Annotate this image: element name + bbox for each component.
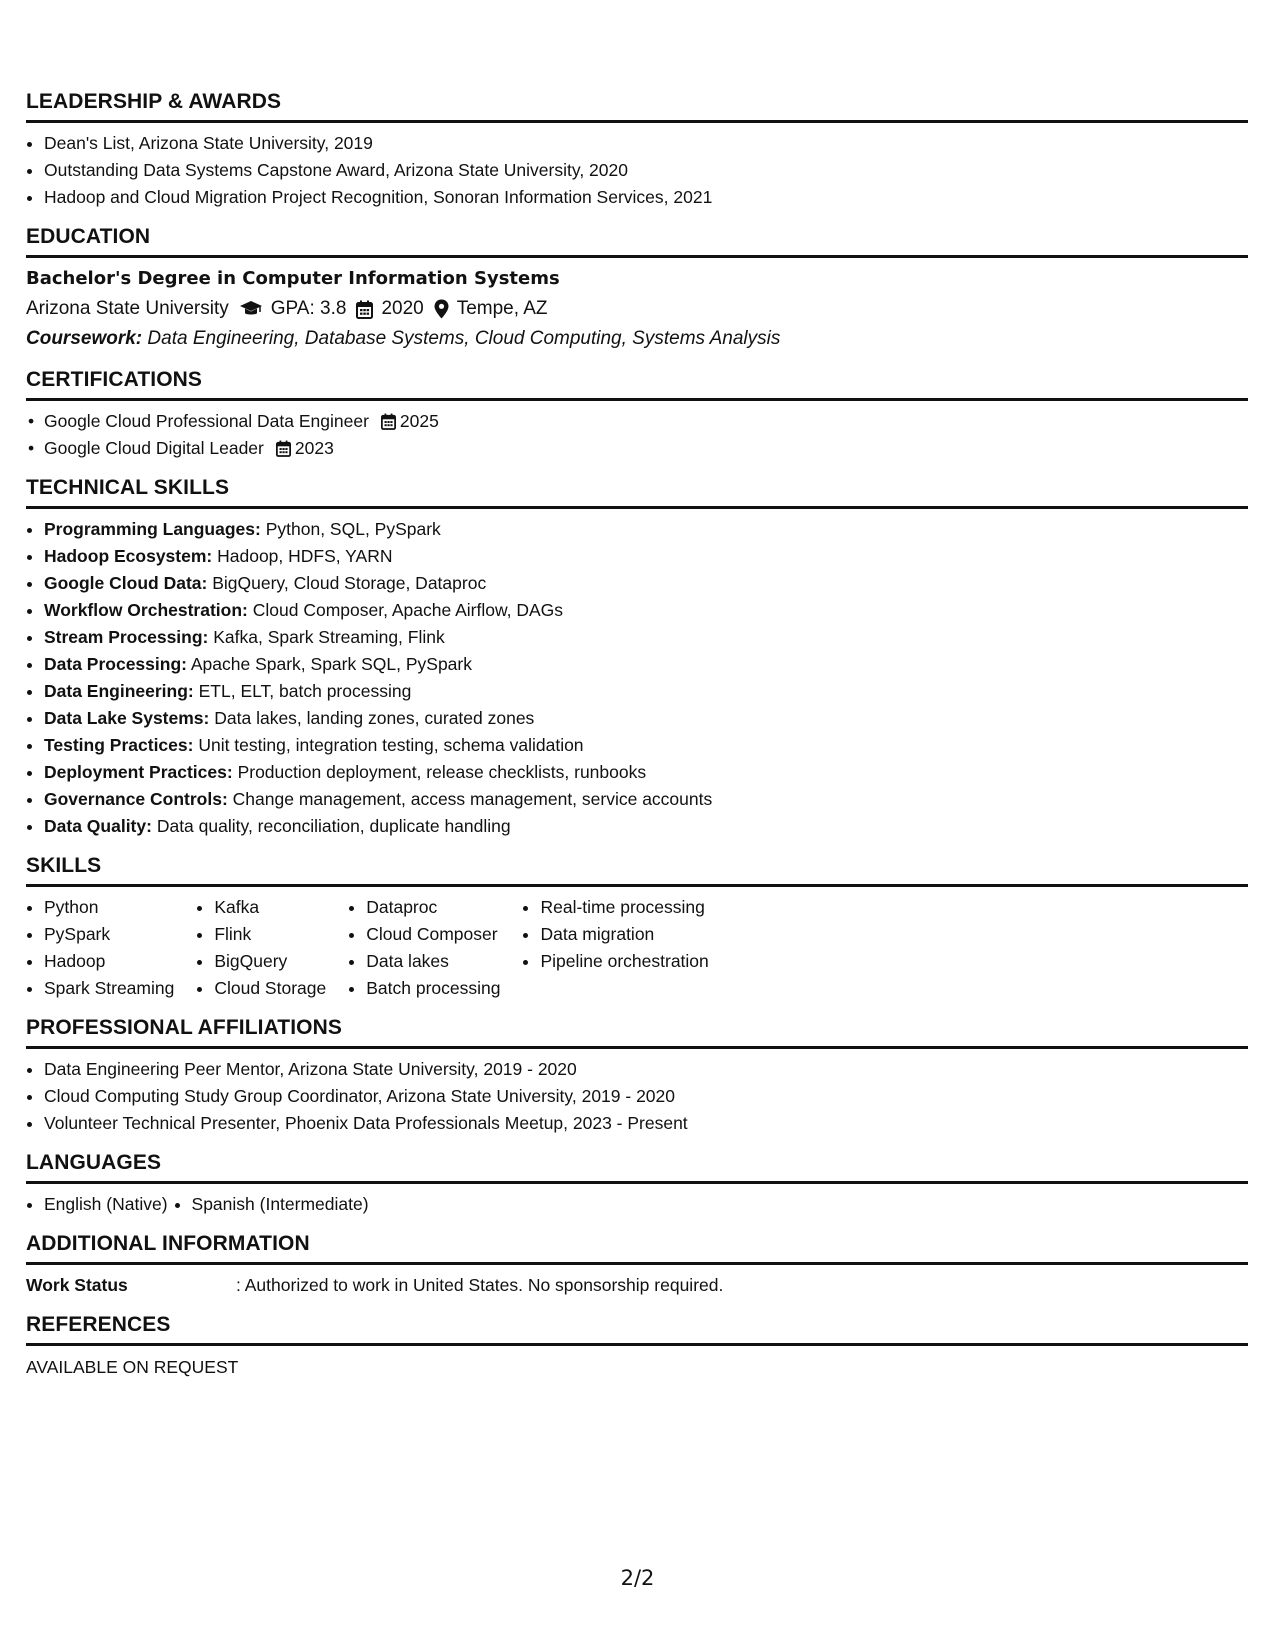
skill-label: Testing Practices:: [44, 735, 194, 755]
calendar-icon: [356, 300, 373, 319]
list-item: • Outstanding Data Systems Capstone Award, Arizona State University, 2020: [44, 157, 1248, 184]
list-item: [44, 435, 1248, 462]
technical-skills-list: [26, 516, 1248, 840]
skill-value: Change management, access management, service accounts: [232, 789, 713, 809]
list-item: • Data Engineering Peer Mentor, Arizona State University, 2019 - 2020: [44, 1056, 1248, 1083]
skill-label: Deployment Practices:: [44, 762, 233, 782]
section-title-languages: LANGUAGES: [26, 1149, 1248, 1184]
affiliations-section: [26, 1014, 1248, 1137]
section-title-technical-skills: TECHNICAL SKILLS: [26, 474, 1248, 509]
school-name: Arizona State University: [26, 298, 229, 319]
graduation-cap-icon: [239, 300, 263, 318]
list-item: [44, 786, 1248, 813]
list-item: • Python: [44, 894, 174, 921]
resume-page: [26, 88, 1248, 1393]
list-item: • Cloud Composer: [366, 921, 500, 948]
skills-grid: [26, 894, 1248, 1002]
certifications-list: [26, 408, 1248, 462]
skill-label: Data Engineering:: [44, 681, 194, 701]
skill-value: Data lakes, landing zones, curated zones: [214, 708, 535, 728]
map-pin-icon: [434, 299, 449, 319]
skills-section: [26, 852, 1248, 1002]
list-item: [44, 678, 1248, 705]
list-item: [44, 705, 1248, 732]
list-item: • Kafka: [214, 894, 326, 921]
list-item: [44, 597, 1248, 624]
skill-label: Stream Processing:: [44, 627, 209, 647]
languages-list: [26, 1191, 1248, 1218]
list-item: • Cloud Computing Study Group Coordinator, Arizona State University, 2019 - 2020: [44, 1083, 1248, 1110]
skill-label: Data Lake Systems:: [44, 708, 210, 728]
skills-column: [348, 894, 500, 1002]
list-item: [44, 408, 1248, 435]
list-item: • Dean's List, Arizona State University, 2019: [44, 130, 1248, 157]
section-title-references: REFERENCES: [26, 1311, 1248, 1346]
section-title-certifications: CERTIFICATIONS: [26, 366, 1248, 401]
list-item: [44, 732, 1248, 759]
section-title-education: EDUCATION: [26, 223, 1248, 258]
gpa: GPA: 3.8: [270, 298, 347, 319]
list-item: [44, 570, 1248, 597]
work-status-label: Work Status: [26, 1275, 128, 1295]
list-item: • BigQuery: [214, 948, 326, 975]
work-status-row: [26, 1272, 1248, 1299]
list-item: • Batch processing: [366, 975, 500, 1002]
list-item: [44, 516, 1248, 543]
skill-value: Python, SQL, PySpark: [265, 519, 441, 539]
education-section: [26, 223, 1248, 354]
skill-value: Apache Spark, Spark SQL, PySpark: [190, 654, 472, 674]
list-item: • Spanish (Intermediate): [192, 1191, 369, 1218]
list-item: • Data migration: [540, 921, 708, 948]
section-title-additional-info: ADDITIONAL INFORMATION: [26, 1230, 1248, 1265]
list-item: • English (Native): [44, 1191, 168, 1218]
page-number: 2/2: [620, 1566, 655, 1590]
list-item: • Cloud Storage: [214, 975, 326, 1002]
list-item: [44, 813, 1248, 840]
skill-label: Google Cloud Data:: [44, 573, 208, 593]
list-item: • Hadoop and Cloud Migration Project Recognition, Sonoran Information Services, 2021: [44, 184, 1248, 211]
skills-column: [196, 894, 326, 1002]
additional-info-section: [26, 1230, 1248, 1299]
list-item: • PySpark: [44, 921, 174, 948]
certification-name: • Google Cloud Professional Data Engineer: [44, 411, 369, 431]
section-title-leadership: LEADERSHIP & AWARDS: [26, 88, 1248, 123]
skill-value: Data quality, reconciliation, duplicate handling: [156, 816, 511, 836]
skill-value: ETL, ELT, batch processing: [198, 681, 412, 701]
list-item: [44, 759, 1248, 786]
graduation-year: 2020: [381, 298, 424, 319]
skill-value: Hadoop, HDFS, YARN: [217, 546, 393, 566]
skill-value: Unit testing, integration testing, schema validation: [198, 735, 584, 755]
skill-value: Production deployment, release checklists, runbooks: [237, 762, 647, 782]
leadership-list: [26, 130, 1248, 211]
calendar-icon: [276, 440, 291, 457]
list-item: • Real-time processing: [540, 894, 708, 921]
affiliations-list: [26, 1056, 1248, 1137]
degree-title: Bachelor's Degree in Computer Information Systems: [26, 268, 560, 289]
coursework-value: Data Engineering, Database Systems, Cloud Computing, Systems Analysis: [147, 328, 781, 349]
leadership-section: [26, 88, 1248, 211]
skill-value: Kafka, Spark Streaming, Flink: [213, 627, 445, 647]
certifications-section: [26, 366, 1248, 462]
certification-year: 2025: [399, 411, 439, 431]
calendar-icon: [381, 413, 396, 430]
list-item: • Dataproc: [366, 894, 500, 921]
references-text: AVAILABLE ON REQUEST: [26, 1357, 239, 1377]
certification-name: • Google Cloud Digital Leader: [44, 438, 264, 458]
skills-column: [522, 894, 708, 1002]
list-item: • Data lakes: [366, 948, 500, 975]
work-status-value: : Authorized to work in United States. No sponsorship required.: [236, 1275, 724, 1295]
list-item: • Spark Streaming: [44, 975, 174, 1002]
skill-label: Programming Languages:: [44, 519, 261, 539]
skills-column: [26, 894, 174, 1002]
section-title-affiliations: PROFESSIONAL AFFILIATIONS: [26, 1014, 1248, 1049]
skill-label: Hadoop Ecosystem:: [44, 546, 213, 566]
list-item: [44, 651, 1248, 678]
coursework-label: Coursework:: [26, 328, 143, 349]
skill-label: Data Processing:: [44, 654, 187, 674]
technical-skills-section: [26, 474, 1248, 840]
school-location: Tempe, AZ: [456, 298, 548, 319]
languages-section: [26, 1149, 1248, 1218]
skill-label: Workflow Orchestration:: [44, 600, 248, 620]
coursework: [26, 324, 1248, 354]
list-item: • Hadoop: [44, 948, 174, 975]
list-item: [44, 543, 1248, 570]
skill-label: Governance Controls:: [44, 789, 228, 809]
education-details: [26, 294, 1248, 324]
list-item: • Volunteer Technical Presenter, Phoenix Data Professionals Meetup, 2023 - Present: [44, 1110, 1248, 1137]
list-item: [44, 624, 1248, 651]
references-section: [26, 1311, 1248, 1381]
skill-value: BigQuery, Cloud Storage, Dataproc: [212, 573, 487, 593]
list-item: • Pipeline orchestration: [540, 948, 708, 975]
skill-label: Data Quality:: [44, 816, 152, 836]
skill-value: Cloud Composer, Apache Airflow, DAGs: [252, 600, 564, 620]
section-title-skills: SKILLS: [26, 852, 1248, 887]
list-item: • Flink: [214, 921, 326, 948]
certification-year: 2023: [294, 438, 334, 458]
